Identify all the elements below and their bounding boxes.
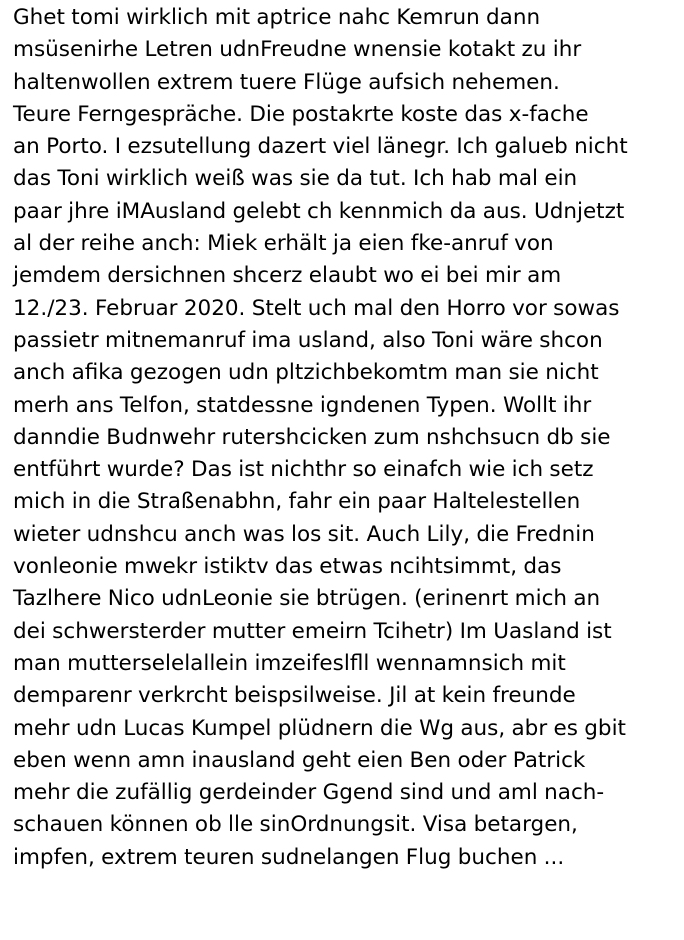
text-line: mehr die zufällig gerdeinder Ggend sind und aml nach-	[13, 780, 605, 806]
text-line: dei schwersterder mutter emeirn Tcihetr) Im Uasland ist	[13, 618, 612, 644]
text-line: paar jhre iMAusland gelebt ch kennmich da aus. Udnjetzt	[13, 198, 625, 224]
text-line: mich in die Straßenabhn, fahr ein paar Haltelestellen	[13, 489, 581, 515]
text-line: passietr mitnemanruf ima usland, also Toni wäre shcon	[13, 327, 603, 353]
body-text	[13, 2, 681, 874]
text-line: entführt wurde? Das ist nichthr so einafch wie ich setz	[13, 457, 594, 483]
text-line: das Toni wirklich weiß was sie da tut. Ich hab mal ein	[13, 166, 578, 192]
text-line: 12./23. Februar 2020. Stelt uch mal den Horro vor sowas	[13, 295, 620, 321]
text-line: eben wenn amn inausland geht eien Ben oder Patrick	[13, 747, 586, 773]
text-line: jemdem dersichnen shcerz elaubt wo ei bei mir am	[13, 263, 562, 289]
text-line: an Porto. I ezsutellung dazert viel länegr. Ich galueb nicht	[13, 134, 628, 160]
text-line: haltenwollen extrem tuere Flüge aufsich nehemen.	[13, 69, 560, 95]
text-line: Teure Ferngespräche. Die postakrte koste das x-fache	[13, 101, 589, 127]
text-line: vonleonie mwekr istiktv das etwas ncihtsimmt, das	[13, 554, 562, 580]
text-line: mehr udn Lucas Kumpel plüdnern die Wg aus, abr es gbit	[13, 715, 626, 741]
text-line: merh ans Telfon, statdessne igndenen Typen. Wollt ihr	[13, 392, 592, 418]
text-line: al der reihe anch: Miek erhält ja eien fke-anruf von	[13, 231, 554, 257]
text-line: impfen, extrem teuren sudnelangen Flug buchen ...	[13, 844, 565, 870]
text-line: man mutterselelallein imzeifeslfll wennamnsich mit	[13, 650, 566, 676]
text-line: Ghet tomi wirklich mit aptrice nahc Kemrun dann	[13, 5, 541, 30]
text-line: anch afika gezogen udn pltzichbekomtm man sie nicht	[13, 360, 599, 386]
text-line: schauen können ob lle sinOrdnungsit. Visa betargen,	[13, 812, 578, 838]
text-line: Tazlhere Nico udnLeonie sie btrügen. (erinenrt mich an	[13, 586, 601, 612]
text-line: wieter udnshcu anch was los sit. Auch Lily, die Frednin	[13, 521, 595, 547]
text-line: demparenr verkrcht beispsilweise. Jil at kein freunde	[13, 683, 576, 709]
text-line: danndie Budnwehr rutershcicken zum nshchsucn db sie	[13, 424, 611, 450]
text-line: msüsenirhe Letren udnFreudne wnensie kotakt zu ihr	[13, 37, 582, 63]
